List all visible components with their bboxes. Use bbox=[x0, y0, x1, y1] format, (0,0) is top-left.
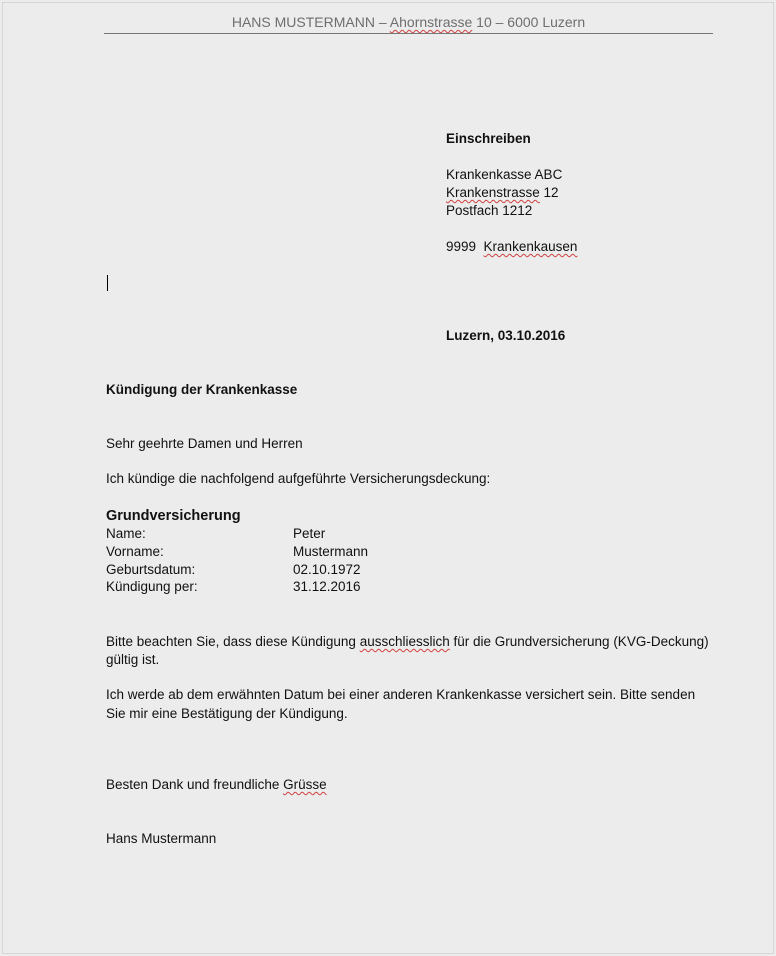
date-line: Luzern, 03.10.2016 bbox=[446, 328, 566, 343]
sender-name: HANS MUSTERMANN bbox=[231, 14, 375, 30]
recipient-street bbox=[446, 184, 559, 202]
street-name: Krankenstrasse bbox=[446, 185, 540, 200]
closing bbox=[106, 776, 327, 794]
paragraph-scope bbox=[106, 633, 709, 651]
text: für die Grundversicherung (KVG-Deckung) bbox=[449, 634, 709, 649]
separator: – bbox=[374, 14, 390, 30]
row-label: Kündigung per: bbox=[106, 579, 198, 594]
row-value: 31.12.2016 bbox=[293, 579, 361, 594]
text: Grüsse bbox=[283, 777, 327, 792]
recipient-company: Krankenkasse ABC bbox=[446, 167, 563, 182]
row-value: 02.10.1972 bbox=[293, 562, 361, 577]
header-rule bbox=[104, 33, 713, 34]
letterhead bbox=[104, 13, 713, 31]
paragraph-confirmation-line2: Sie mir eine Bestätigung der Kündigung. bbox=[106, 706, 348, 721]
intro: Ich kündige die nachfolgend aufgeführte Versicherungsdeckung: bbox=[106, 471, 491, 486]
sender-street: Ahornstrasse bbox=[389, 14, 473, 30]
coverage-title: Grundversicherung bbox=[106, 508, 241, 524]
subject: Kündigung der Krankenkasse bbox=[106, 382, 298, 397]
text: ausschliesslich bbox=[359, 634, 450, 649]
delivery-method: Einschreiben bbox=[446, 131, 531, 146]
row-value: Peter bbox=[293, 526, 326, 541]
row-label: Geburtsdatum: bbox=[106, 562, 196, 577]
text: Besten Dank und freundliche bbox=[106, 777, 284, 792]
row-label: Vorname: bbox=[106, 544, 164, 559]
street-number: 12 bbox=[539, 185, 559, 200]
recipient-pobox: Postfach 1212 bbox=[446, 203, 533, 218]
city: Krankenkausen bbox=[483, 239, 578, 254]
row-label: Name: bbox=[106, 526, 146, 541]
sender-address-rest: 10 – 6000 Luzern bbox=[472, 14, 586, 30]
text: Bitte beachten Sie, dass diese Kündigung bbox=[106, 634, 360, 649]
row-value: Mustermann bbox=[293, 544, 369, 559]
paragraph-confirmation: Ich werde ab dem erwähnten Datum bei einer anderen Krankenkasse versichert sein. Bitte senden bbox=[106, 687, 696, 702]
text-cursor[interactable] bbox=[107, 275, 108, 291]
greeting: Sehr geehrte Damen und Herren bbox=[106, 436, 303, 451]
recipient-city bbox=[446, 238, 577, 256]
signature: Hans Mustermann bbox=[106, 831, 217, 846]
zip: 9999 bbox=[446, 239, 484, 254]
paragraph-scope-line2: gültig ist. bbox=[106, 652, 160, 667]
